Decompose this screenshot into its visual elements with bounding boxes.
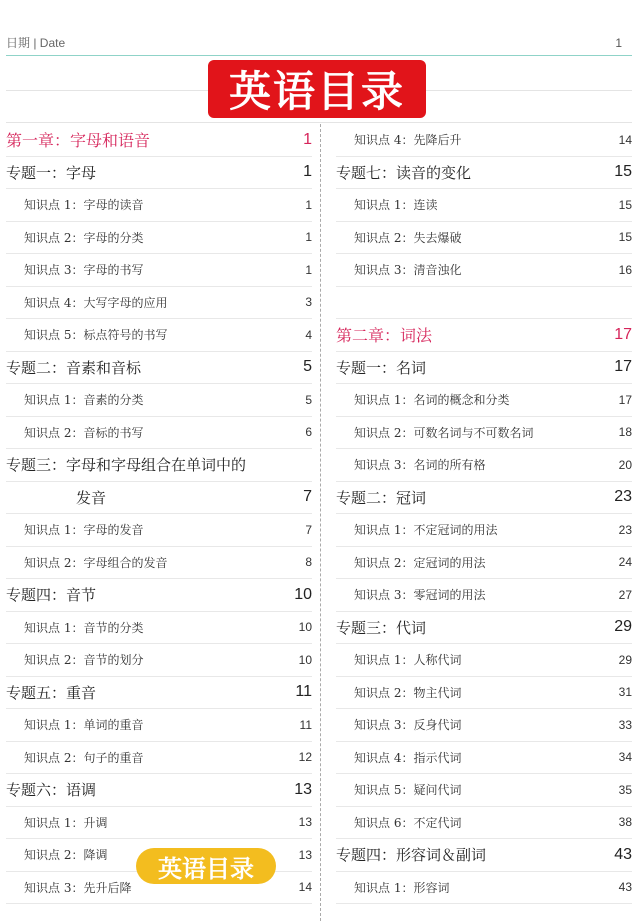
toc-entry-label: 专题六：语调	[6, 781, 97, 800]
toc-entry-page: 15	[618, 230, 632, 245]
toc-topic-row[interactable]	[6, 449, 312, 482]
toc-entry-page: 11	[295, 683, 312, 701]
toc-point-row[interactable]	[6, 709, 312, 742]
toc-point-row[interactable]	[6, 644, 312, 677]
toc-point-row[interactable]	[6, 612, 312, 645]
toc-point-row[interactable]	[336, 872, 632, 905]
toc-point-row[interactable]	[6, 742, 312, 775]
toc-entry-page: 4	[305, 327, 312, 342]
toc-entry-page: 43	[614, 845, 632, 863]
toc-entry-label: 知识点 3：反身代词	[354, 718, 462, 733]
toc-topic-row[interactable]	[6, 579, 312, 612]
toc-entry-label: 知识点 1：形容词	[354, 880, 450, 895]
toc-entry-label: 第一章：字母和语音	[6, 131, 151, 151]
toc-point-row[interactable]	[6, 514, 312, 547]
watermark-text: 英语目录	[158, 854, 254, 883]
toc-point-row[interactable]	[336, 644, 632, 677]
toc-entry-page: 16	[618, 262, 632, 277]
toc-right-column	[336, 124, 632, 904]
toc-entry-page: 38	[618, 815, 632, 830]
toc-entry-page: 23	[618, 522, 632, 537]
ruled-line	[6, 122, 632, 123]
toc-topic-row[interactable]	[336, 482, 632, 515]
toc-topic-row[interactable]	[6, 157, 312, 190]
toc-point-row[interactable]	[6, 287, 312, 320]
toc-entry-label: 专题七：读音的变化	[336, 163, 472, 182]
toc-topic-row[interactable]	[6, 352, 312, 385]
toc-point-row[interactable]	[6, 384, 312, 417]
toc-entry-page: 27	[618, 587, 632, 602]
toc-entry-label: 知识点 1：升调	[24, 815, 108, 830]
toc-point-row[interactable]	[336, 807, 632, 840]
toc-point-row[interactable]	[336, 124, 632, 157]
page-header	[0, 0, 640, 60]
toc-topic-row[interactable]	[336, 157, 632, 190]
toc-entry-page: 17	[614, 325, 632, 343]
toc-entry-label: 专题一：名词	[336, 358, 427, 377]
toc-entry-page: 12	[298, 750, 312, 765]
toc-entry-page: 5	[305, 392, 312, 407]
toc-entry-label: 知识点 5：疑问代词	[354, 783, 462, 798]
toc-entry-page: 31	[618, 685, 632, 700]
toc-entry-label: 知识点 1：人称代词	[354, 653, 462, 668]
toc-point-row[interactable]	[6, 189, 312, 222]
page-title: 英语目录	[228, 67, 405, 116]
toc-entry-label: 发音	[76, 488, 107, 507]
toc-entry-page: 8	[305, 555, 312, 570]
toc-entry-page: 17	[618, 392, 632, 407]
toc-entry-page: 6	[305, 425, 312, 440]
toc-entry-page: 1	[303, 163, 312, 181]
toc-entry-page: 13	[298, 847, 312, 862]
toc-entry-label: 知识点 1：音素的分类	[24, 393, 144, 408]
toc-point-row[interactable]	[6, 222, 312, 255]
toc-point-row[interactable]	[336, 579, 632, 612]
toc-topic-row[interactable]	[336, 352, 632, 385]
toc-entry-page: 20	[618, 457, 632, 472]
toc-entry-label: 知识点 1：连读	[354, 198, 438, 213]
toc-point-row[interactable]	[6, 319, 312, 352]
toc-entry-page: 29	[614, 618, 632, 636]
toc-entry-label: 知识点 3：先升后降	[24, 880, 132, 895]
toc-entry-label: 知识点 2：失去爆破	[354, 230, 462, 245]
toc-entry-page: 11	[299, 717, 312, 732]
toc-entry-label: 知识点 3：字母的书写	[24, 263, 144, 278]
toc-topic-row[interactable]	[336, 839, 632, 872]
toc-entry-page: 1	[303, 130, 312, 148]
toc-entry-page: 7	[305, 522, 312, 537]
toc-entry-page: 24	[618, 555, 632, 570]
toc-entry-page: 1	[305, 197, 312, 212]
toc-entry-page: 14	[618, 132, 632, 147]
date-label: 日期 | Date	[6, 36, 66, 50]
toc-entry-page: 10	[298, 652, 312, 667]
toc-entry-page: 7	[303, 488, 312, 506]
toc-point-row[interactable]	[336, 774, 632, 807]
toc-entry-label: 专题三：代词	[336, 618, 427, 637]
toc-blank-row[interactable]	[336, 287, 632, 320]
toc-entry-label: 知识点 6：不定代词	[354, 815, 462, 830]
toc-entry-label: 知识点 2：物主代词	[354, 685, 462, 700]
toc-entry-label: 知识点 2：音节的划分	[24, 653, 144, 668]
toc-point-row[interactable]	[336, 189, 632, 222]
toc-entry-label: 专题二：冠词	[336, 488, 427, 507]
toc-entry-label: 知识点 1：音节的分类	[24, 620, 144, 635]
toc-entry-page: 10	[294, 585, 312, 603]
toc-entry-label: 知识点 1：字母的发音	[24, 523, 144, 538]
toc-entry-label: 知识点 3：清音浊化	[354, 263, 462, 278]
toc-entry-label: 专题四：形容词＆副词	[336, 846, 487, 865]
toc-topic-row[interactable]	[6, 677, 312, 710]
toc-entry-page: 13	[298, 815, 312, 830]
toc-entry-page: 15	[618, 197, 632, 212]
toc-entry-page: 1	[305, 230, 312, 245]
toc-entry-label: 知识点 2：字母的分类	[24, 230, 144, 245]
toc-point-row[interactable]	[336, 514, 632, 547]
page-number: 1	[615, 36, 622, 50]
toc-entry-page: 33	[618, 717, 632, 732]
toc-entry-page: 34	[618, 750, 632, 765]
toc-point-row[interactable]	[336, 449, 632, 482]
toc-entry-label: 专题五：重音	[6, 683, 97, 702]
toc-entry-label: 知识点 3：名词的所有格	[354, 458, 486, 473]
toc-entry-label: 知识点 4：大写字母的应用	[24, 295, 168, 310]
toc-point-row[interactable]	[336, 677, 632, 710]
toc-entry-label: 知识点 2：可数名词与不可数名词	[354, 425, 534, 440]
toc-point-row[interactable]	[336, 547, 632, 580]
toc-entry-page: 29	[618, 652, 632, 667]
toc-entry-page: 1	[305, 262, 312, 277]
toc-entry-page: 43	[618, 880, 632, 895]
toc-point-row[interactable]	[336, 709, 632, 742]
toc-entry-page: 23	[614, 488, 632, 506]
toc-point-row[interactable]	[6, 254, 312, 287]
toc-point-row[interactable]	[336, 742, 632, 775]
toc-point-row[interactable]	[6, 807, 312, 840]
toc-entry-page: 35	[618, 782, 632, 797]
toc-entry-page: 5	[303, 358, 312, 376]
toc-entry-label: 知识点 3：零冠词的用法	[354, 588, 486, 603]
watermark-badge	[136, 848, 276, 884]
toc-topic-row[interactable]	[336, 612, 632, 645]
toc-chapter-row[interactable]	[6, 124, 312, 157]
toc-entry-label: 知识点 1：字母的读音	[24, 198, 144, 213]
toc-entry-label: 知识点 4：先降后升	[354, 133, 462, 148]
toc-entry-label: 知识点 2：音标的书写	[24, 425, 144, 440]
toc-point-row[interactable]	[336, 384, 632, 417]
toc-entry-label: 知识点 5：标点符号的书写	[24, 328, 168, 343]
toc-entry-page: 13	[294, 780, 312, 798]
toc-entry-label: 知识点 4：指示代词	[354, 750, 462, 765]
toc-entry-label: 专题二：音素和音标	[6, 358, 142, 377]
toc-entry-label: 第二章：词法	[336, 326, 433, 346]
toc-entry-page: 14	[298, 880, 312, 895]
column-divider	[320, 124, 321, 921]
toc-chapter-row[interactable]	[336, 319, 632, 352]
toc-point-row[interactable]	[6, 417, 312, 450]
toc-entry-label: 专题四：音节	[6, 586, 97, 605]
toc-point-row[interactable]	[6, 547, 312, 580]
toc-entry-label: 知识点 2：字母组合的发音	[24, 555, 168, 570]
toc-entry-label: 知识点 1：名词的概念和分类	[354, 393, 510, 408]
toc-entry-label: 知识点 2：降调	[24, 848, 108, 863]
toc-entry-label: 知识点 2：定冠词的用法	[354, 555, 486, 570]
toc-entry-label: 专题三：字母和字母组合在单词中的	[6, 456, 247, 475]
toc-point-row[interactable]	[336, 417, 632, 450]
toc-entry-label: 专题一：字母	[6, 163, 97, 182]
toc-entry-page: 18	[618, 425, 632, 440]
toc-left-column	[6, 124, 312, 904]
toc-topic-row[interactable]	[6, 482, 312, 515]
header-divider	[6, 55, 632, 56]
toc-entry-label: 知识点 2：句子的重音	[24, 750, 144, 765]
toc-entry-page: 3	[305, 295, 312, 310]
toc-entry-label: 知识点 1：单词的重音	[24, 718, 144, 733]
toc-entry-page: 17	[614, 358, 632, 376]
toc-entry-page: 15	[614, 163, 632, 181]
title-banner	[208, 60, 426, 118]
toc-topic-row[interactable]	[6, 774, 312, 807]
toc-entry-label: 知识点 1：不定冠词的用法	[354, 523, 498, 538]
toc-point-row[interactable]	[336, 254, 632, 287]
toc-entry-page: 10	[298, 620, 312, 635]
toc-point-row[interactable]	[336, 222, 632, 255]
